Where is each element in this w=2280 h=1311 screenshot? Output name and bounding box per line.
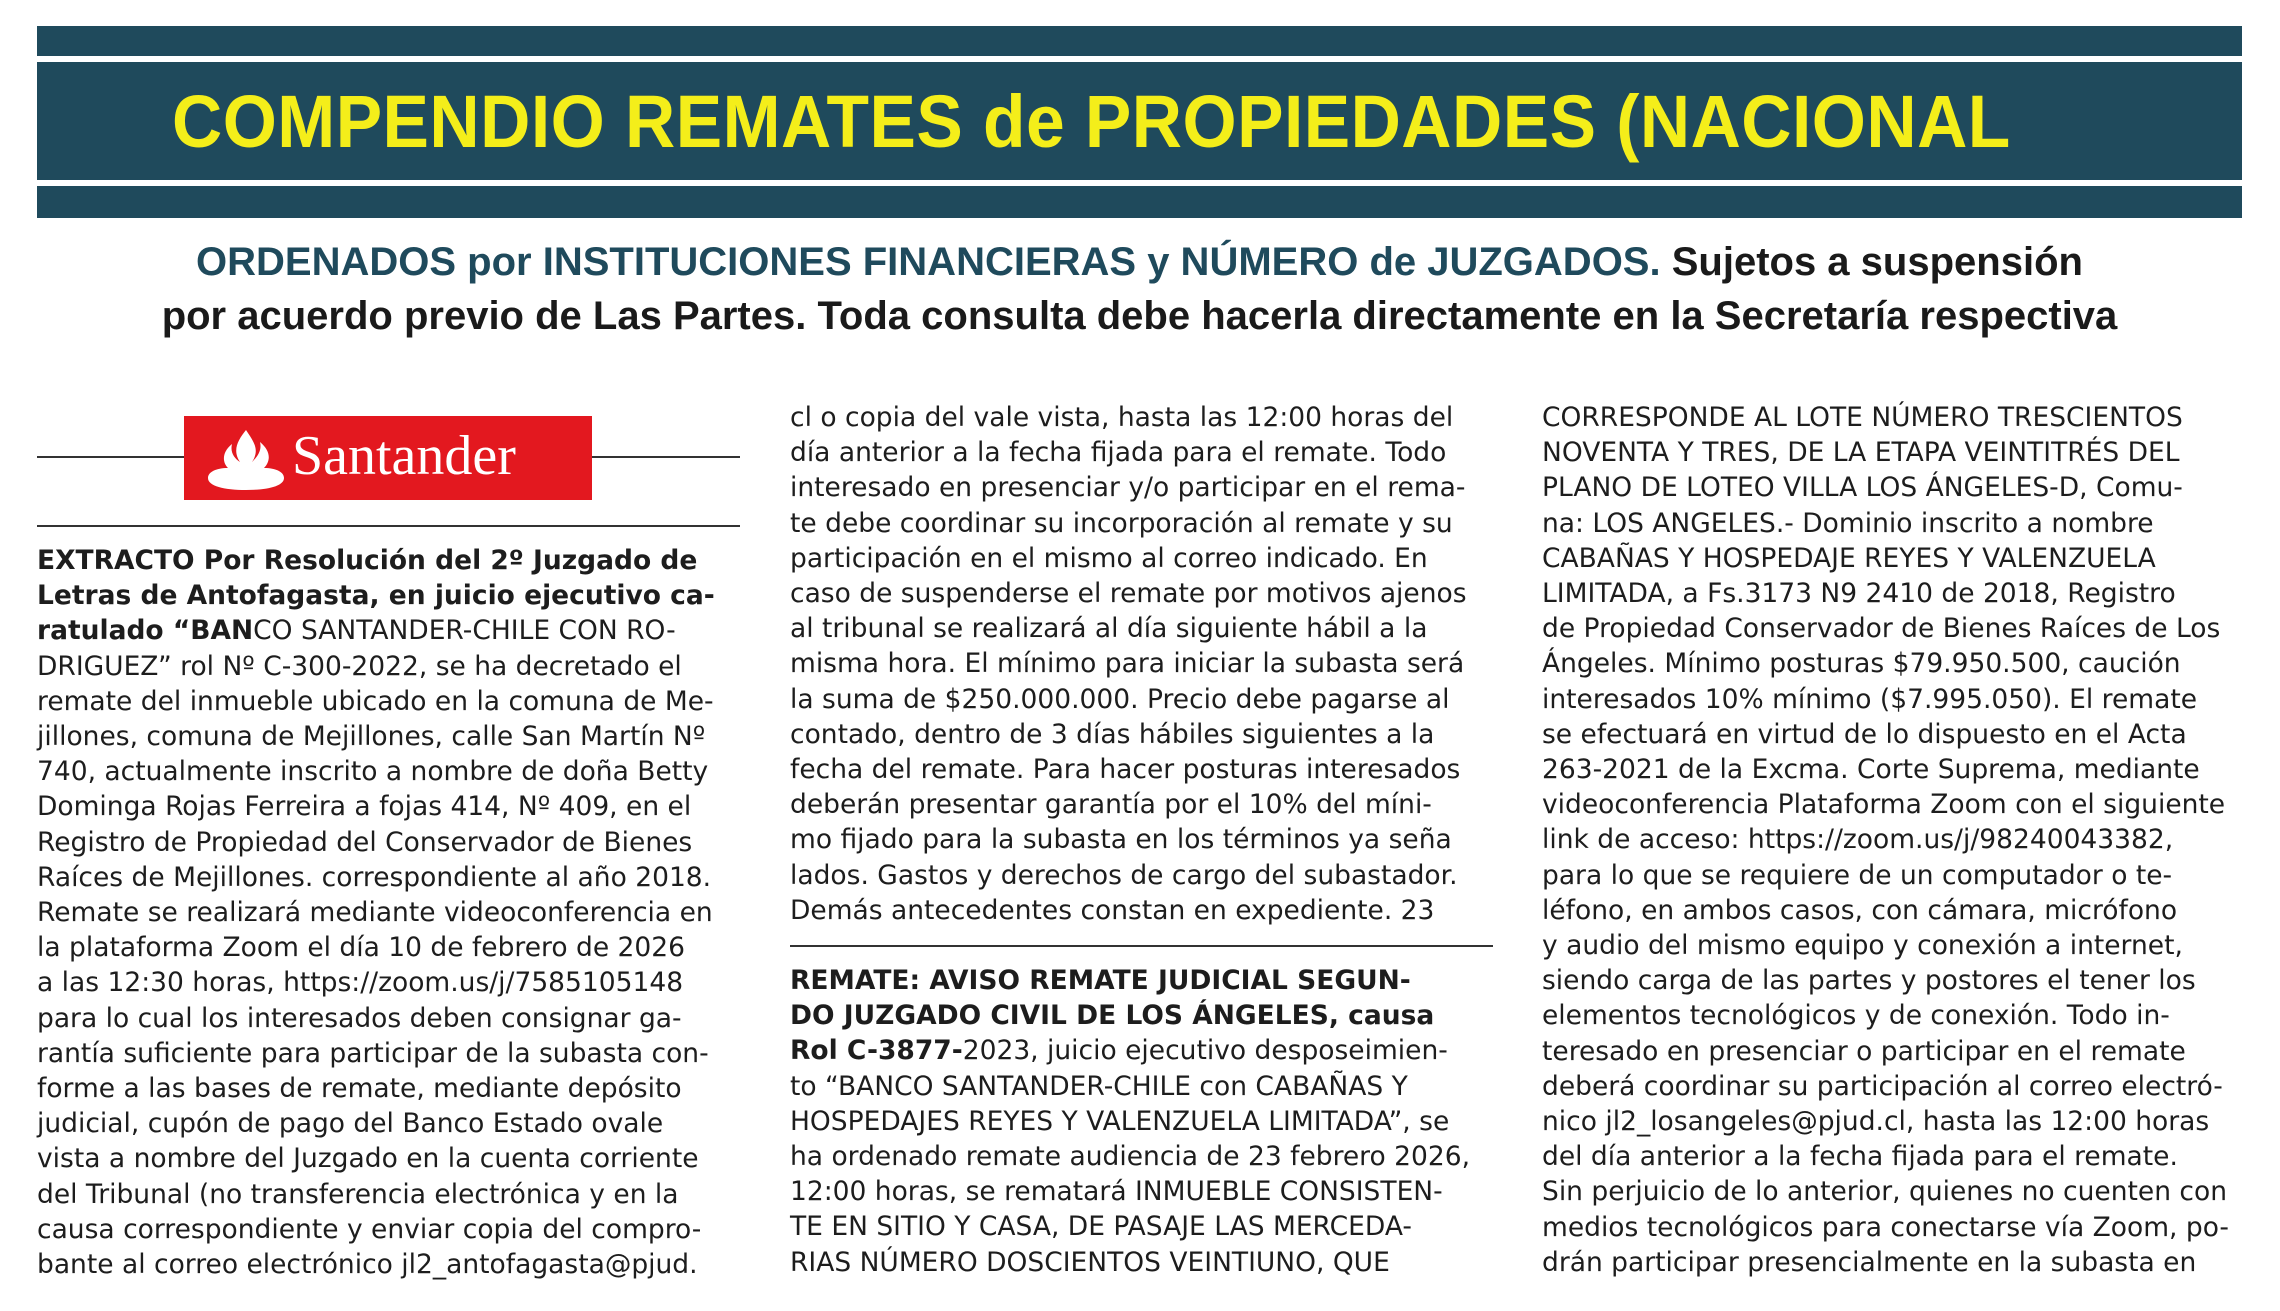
page-subtitle xyxy=(37,235,2242,343)
subtitle-bold: ORDENADOS por INSTITUCIONES FINANCIERAS y NÚMERO de JUZGADOS. xyxy=(196,240,1661,284)
column2-separator xyxy=(790,945,1493,947)
header-banner xyxy=(37,62,2242,180)
column-1 xyxy=(37,543,737,1282)
column-2b xyxy=(790,963,1490,1280)
col2-body-a: cl o copia del vale vista, hasta las 12:00 horas del día anterior a la fecha fijada para el remate. Todo interesado en presenciar y/o participar en el rema- te debe coordinar su incorporación al remate y su participación en el mismo al correo indicado. En caso de suspenderse el remate por motivos ajenos al tribunal se realizará al día siguiente hábil a la misma hora. El mínimo para iniciar la subasta será la suma de $250.000.000. Precio debe pagarse al contado, dentro de 3 días hábiles siguientes a la fecha del remate. Para hacer posturas interesados deberán presentar garantía por el 10% del míni- mo fijado para la subasta en los términos ya seña lados. Gastos y derechos de cargo del subastador. Demás antecedentes constan en expediente. 23 xyxy=(790,402,1467,926)
logo-text: Santander xyxy=(292,425,516,487)
column1-separator xyxy=(37,525,740,527)
header-bottom-bar xyxy=(37,186,2242,218)
banner-title: COMPENDIO REMATES de PROPIEDADES (NACIONAL xyxy=(172,79,2011,163)
column-3 xyxy=(1542,400,2242,1280)
col1-body: CO SANTANDER-CHILE CON RO- DRIGUEZ” rol Nº C-300-2022, se ha decretado el remate del inmueble ubicado en la comuna de Me- jillones, comuna de Mejillones, calle San Martín Nº 740, actualmente inscrito a nombre de doña Betty Dominga Rojas Ferreira a fojas 414, Nº 409, en el Registro de Propiedad del Conservador de Bienes Raíces de Mejillones. correspondiente al año 2018. Remate se realizará mediante videoconferencia en la plataforma Zoom el día 10 de febrero de 2026 a las 12:30 horas, https://zoom.us/j/7585105148 para lo cual los interesados deben consignar ga- rantía suficiente para participar de la subasta con- forme a las bases de remate, mediante depósito judicial, cupón de pago del Banco Estado ovale vista a nombre del Juzgado en la cuenta corriente del Tribunal (no transferencia electrónica y en la causa correspondiente y enviar copia del compro- bante al correo electrónico jl2_antofagasta@pjud. xyxy=(37,615,714,1281)
col2-body-b: 2023, juicio ejecutivo desposeimien- to “BANCO SANTANDER-CHILE con CABAÑAS Y HOSPEDAJES REYES Y VALENZUELA LIMITADA”, se ha ordenado remate audiencia de 23 febrero 2026, 12:00 horas, se rematará INMUEBLE CONSISTEN- TE EN SITIO Y CASA, DE PASAJE LAS MERCEDA- RIAS NÚMERO DOSCIENTOS VEINTIUNO, QUE xyxy=(790,1035,1470,1278)
subtitle-line2: por acuerdo previo de Las Partes. Toda consulta debe hacerla directamente en la Secretaría respectiva xyxy=(161,294,2118,338)
logo-rule-right xyxy=(592,456,740,458)
santander-flame-icon xyxy=(206,428,286,490)
subtitle-line1-rest: Sujetos a suspensión xyxy=(1660,240,2083,284)
col3-body: CORRESPONDE AL LOTE NÚMERO TRESCIENTOS NOVENTA Y TRES, DE LA ETAPA VEINTITRÉS DEL PLANO DE LOTEO VILLA LOS ÁNGELES-D, Comu- na: LOS ANGELES.- Dominio inscrito a nombre CABAÑAS Y HOSPEDAJE REYES Y VALENZUELA LIMITADA, a Fs.3173 N9 2410 de 2018, Registro de Propiedad Conservador de Bienes Raíces de Los Ángeles. Mínimo posturas $79.950.500, caución interesados 10% mínimo ($7.995.050). El remate se efectuará en virtud de lo dispuesto en el Acta 263-2021 de la Excma. Corte Suprema, mediante videoconferencia Plataforma Zoom con el siguiente link de acceso: https://zoom.us/j/98240043382, para lo que se requiere de un computador o te- léfono, en ambos casos, con cámara, micrófono y audio del mismo equipo y conexión a internet, siendo carga de las partes y postores el tener los elementos tecnológicos y de conexión. Todo in- teresado en presenciar o participar en el remate deberá coordinar su participación al correo electró- nico jl2_losangeles@pjud.cl, hasta las 12:00 horas del día anterior a la fecha fijada para el remate. Sin perjuicio de lo anterior, quienes no cuenten con medios tecnológicos para conectarse vía Zoom, po- drán participar presencialmente en la subasta en xyxy=(1542,402,2229,1278)
header-top-bar xyxy=(37,26,2242,56)
col2-heading: REMATE: AVISO REMATE JUDICIAL SEGUN- DO JUZGADO CIVIL DE LOS ÁNGELES, causa Rol C-3877- xyxy=(790,965,1435,1067)
santander-logo xyxy=(184,416,592,500)
col1-heading: EXTRACTO Por Resolución del 2º Juzgado de Letras de Antofagasta, en juicio ejecutivo ca- ratulado “BAN xyxy=(37,545,715,647)
logo-rule-left xyxy=(37,456,184,458)
column-2a xyxy=(790,400,1490,928)
